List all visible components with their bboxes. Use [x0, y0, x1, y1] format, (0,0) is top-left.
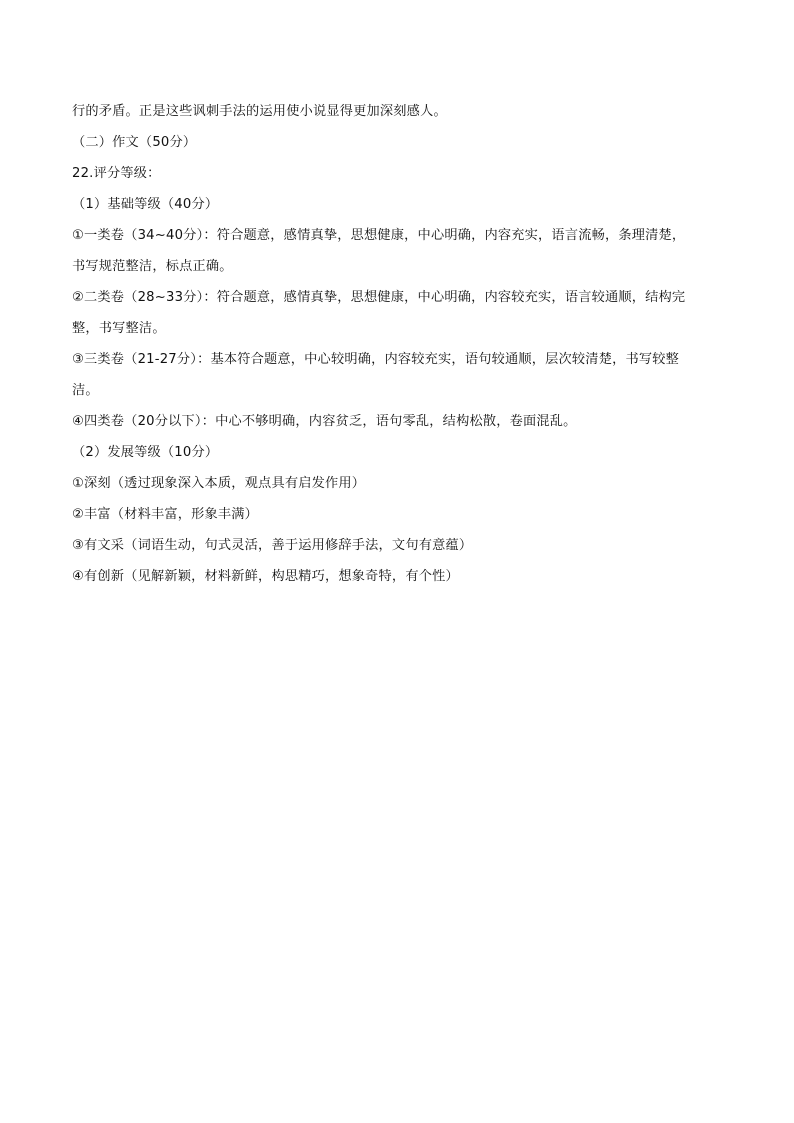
question-22-heading: 22.评分等级：: [72, 166, 161, 181]
text-line-continuation: 行的矛盾。正是这些讽刺手法的运用使小说显得更加深刻感人。: [72, 104, 447, 119]
development-item-richness: ②丰富（材料丰富，形象丰满）: [72, 507, 259, 522]
development-item-literary: ③有文采（词语生动，句式灵活，善于运用修辞手法，文句有意蕴）: [72, 538, 473, 553]
grade-3-line-2: 洁。: [72, 383, 99, 398]
grade-2-line-2: 整，书写整洁。: [72, 321, 166, 336]
development-level-heading: （2）发展等级（10分）: [72, 445, 219, 460]
section-heading-essay: （二）作文（50分）: [72, 135, 197, 150]
grade-1-line-2: 书写规范整洁，标点正确。: [72, 259, 233, 274]
development-item-depth: ①深刻（透过现象深入本质，观点具有启发作用）: [72, 476, 366, 491]
grade-1-line-1: ①一类卷（34~40分）：符合题意，感情真挚，思想健康，中心明确，内容充实，语言流畅，条理清楚，: [72, 228, 686, 243]
document-body: [72, 100, 722, 596]
basic-level-heading: （1）基础等级（40分）: [72, 197, 219, 212]
grade-4-line: ④四类卷（20分以下）：中心不够明确，内容贫乏，语句零乱，结构松散，卷面混乱。: [72, 414, 577, 429]
development-item-innovation: ④有创新（见解新颖，材料新鲜，构思精巧，想象奇特，有个性）: [72, 569, 459, 584]
grade-2-line-1: ②二类卷（28~33分）：符合题意，感情真挚，思想健康，中心明确，内容较充实，语言较通顺，结构完: [72, 290, 686, 305]
grade-3-line-1: ③三类卷（21-27分）：基本符合题意，中心较明确，内容较充实，语句较通顺，层次较清楚，书写较整: [72, 352, 680, 367]
